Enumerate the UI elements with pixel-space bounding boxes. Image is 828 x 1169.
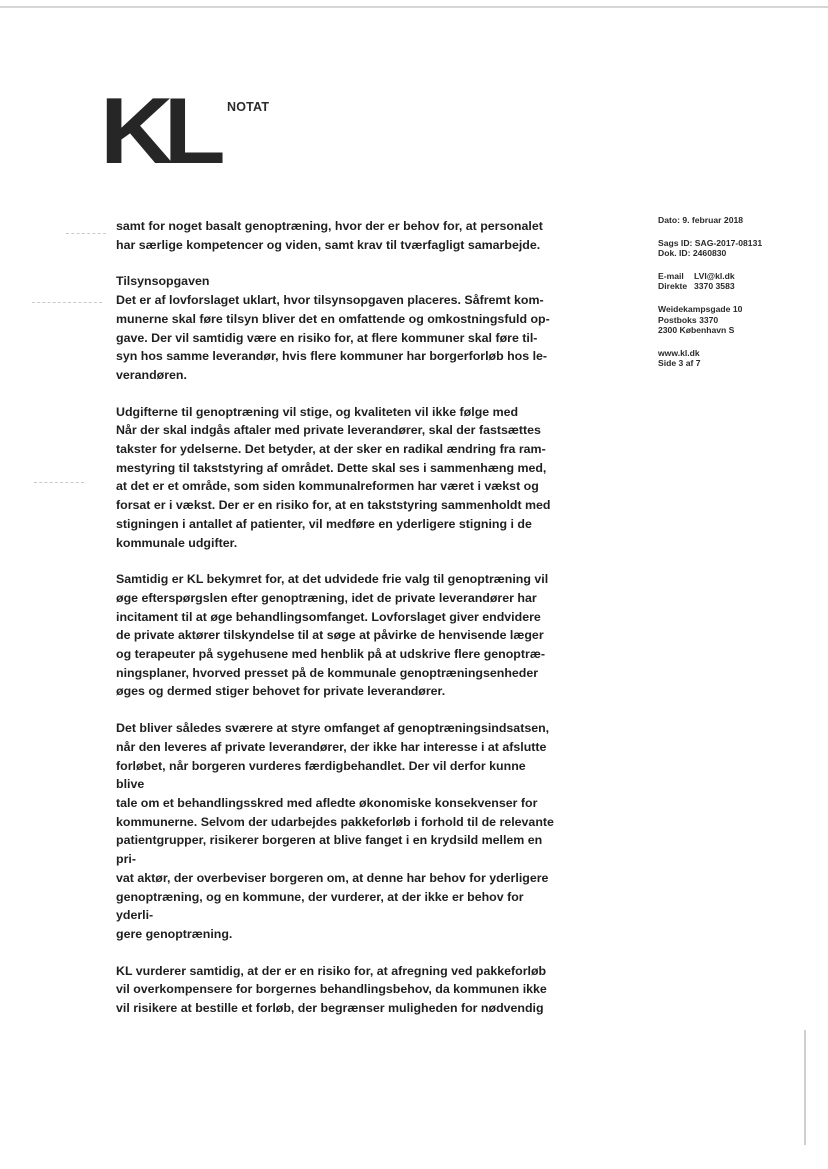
paragraph: samt for noget basalt genoptræning, hvor der er behov for, at personalet har særlige kompetencer og viden, samt krav til tværfagligt samarbejde.	[116, 219, 543, 252]
paragraph: Det bliver således sværere at styre omfanget af genoptræningsindsatsen, når den leveres af private leverandører, der ikke har interesse i at afslutte forløbet, når borgeren vurderes færdigbehandlet. Der vil derfor kunne blive tale om et behandlingsskred med afledte økonomiske konsekvenser for kommunerne. Selvom der udarbejdes pakkeforløb i forhold til de relevante patientgrupper, risikerer borgeren at blive fanget i en krydsild mellem en pri- vat aktør, der overbeviser borgeren om, at denne har behov for yderligere genoptræning, og en kommune, der vurderer, at der ikke er behov for yderli- gere genoptræning.	[116, 721, 554, 941]
direct-phone-label: Direkte	[658, 281, 688, 292]
document-type: NOTAT	[227, 100, 270, 114]
case-id-label: Sags ID:	[658, 237, 693, 248]
margin-mark	[34, 482, 84, 484]
section-heading: Udgifterne til genoptræning vil stige, og kvaliteten vil ikke følge med	[116, 404, 519, 419]
email-label: E-mail	[658, 270, 684, 281]
email-value: LVI@kl.dk	[694, 270, 735, 281]
paragraph: Samtidig er KL bekymret for, at det udvidede frie valg til genoptræning vil øge efterspørgslen efter genoptræning, idet de private leverandører har incitament til at øge behandlingsomfanget. Lovforslaget giver endvidere de private aktører tilskyndelse til at søge at påvirke de henvisende læger og terapeuter på sygehusene med henblik på at udskrive flere genoptræ- ningsplaner, hvorved presset på de kommunale genoptræningsenheder øges og dermed stiger behovet for private leverandører.	[116, 572, 549, 699]
page-number: Side 3 af 7	[658, 358, 701, 369]
section-heading: Tilsynsopgaven	[116, 274, 210, 289]
doc-id-label: Dok. ID:	[658, 248, 691, 259]
paragraph: KL vurderer samtidig, at der er en risiko for, at afregning ved pakkeforløb vil overkompensere for borgernes behandlingsbehov, da kommunen ikke vil risikere at bestille et forløb, der begrænser muligheden for nødvendig	[116, 963, 547, 1016]
direct-phone-value: 3370 3583	[694, 281, 735, 292]
kl-logo: KL	[100, 78, 216, 183]
date-label: Dato:	[658, 215, 680, 225]
memo-body	[116, 217, 556, 1018]
margin-mark	[32, 302, 102, 304]
address-line: 2300 København S	[658, 325, 735, 336]
scan-edge-right	[804, 1030, 806, 1145]
case-id-value: SAG-2017-08131	[694, 237, 763, 248]
paragraph: Det er af lovforslaget uklart, hvor tilsynsopgaven placeres. Såfremt kom- munerne skal føre tilsyn bliver det en omfattende og omkostningsfuld op- gave. Der vil samtidig være en risiko for, at flere kommuner skal føre til- syn hos samme leverandør, hvis flere kommuner har borgerforløb hos le- verandøren.	[116, 293, 550, 382]
website: www.kl.dk	[658, 347, 700, 358]
metadata-sidebar	[658, 215, 808, 381]
doc-id-value: 2460830	[692, 248, 727, 259]
address-line: Postboks 3370	[658, 314, 719, 325]
margin-mark	[66, 233, 106, 235]
address-line: Weidekampsgade 10	[658, 303, 743, 314]
paragraph: Når der skal indgås aftaler med private leverandører, skal der fastsættes takster for ydelserne. Det betyder, at der sker en radikal ændring fra ram- mestyring til takststyring af området. Dette skal ses i sammenhæng med, at det er et område, som siden kommunalreformen har været i vækst og forsat er i vækst. Der er en risiko for, at en takststyring sammenholdt med stigningen i antallet af patienter, vil medføre en yderligere stigning i de kommunale udgifter.	[116, 423, 551, 550]
date-value: 9. februar 2018	[682, 215, 744, 225]
scan-edge-top	[0, 6, 828, 8]
